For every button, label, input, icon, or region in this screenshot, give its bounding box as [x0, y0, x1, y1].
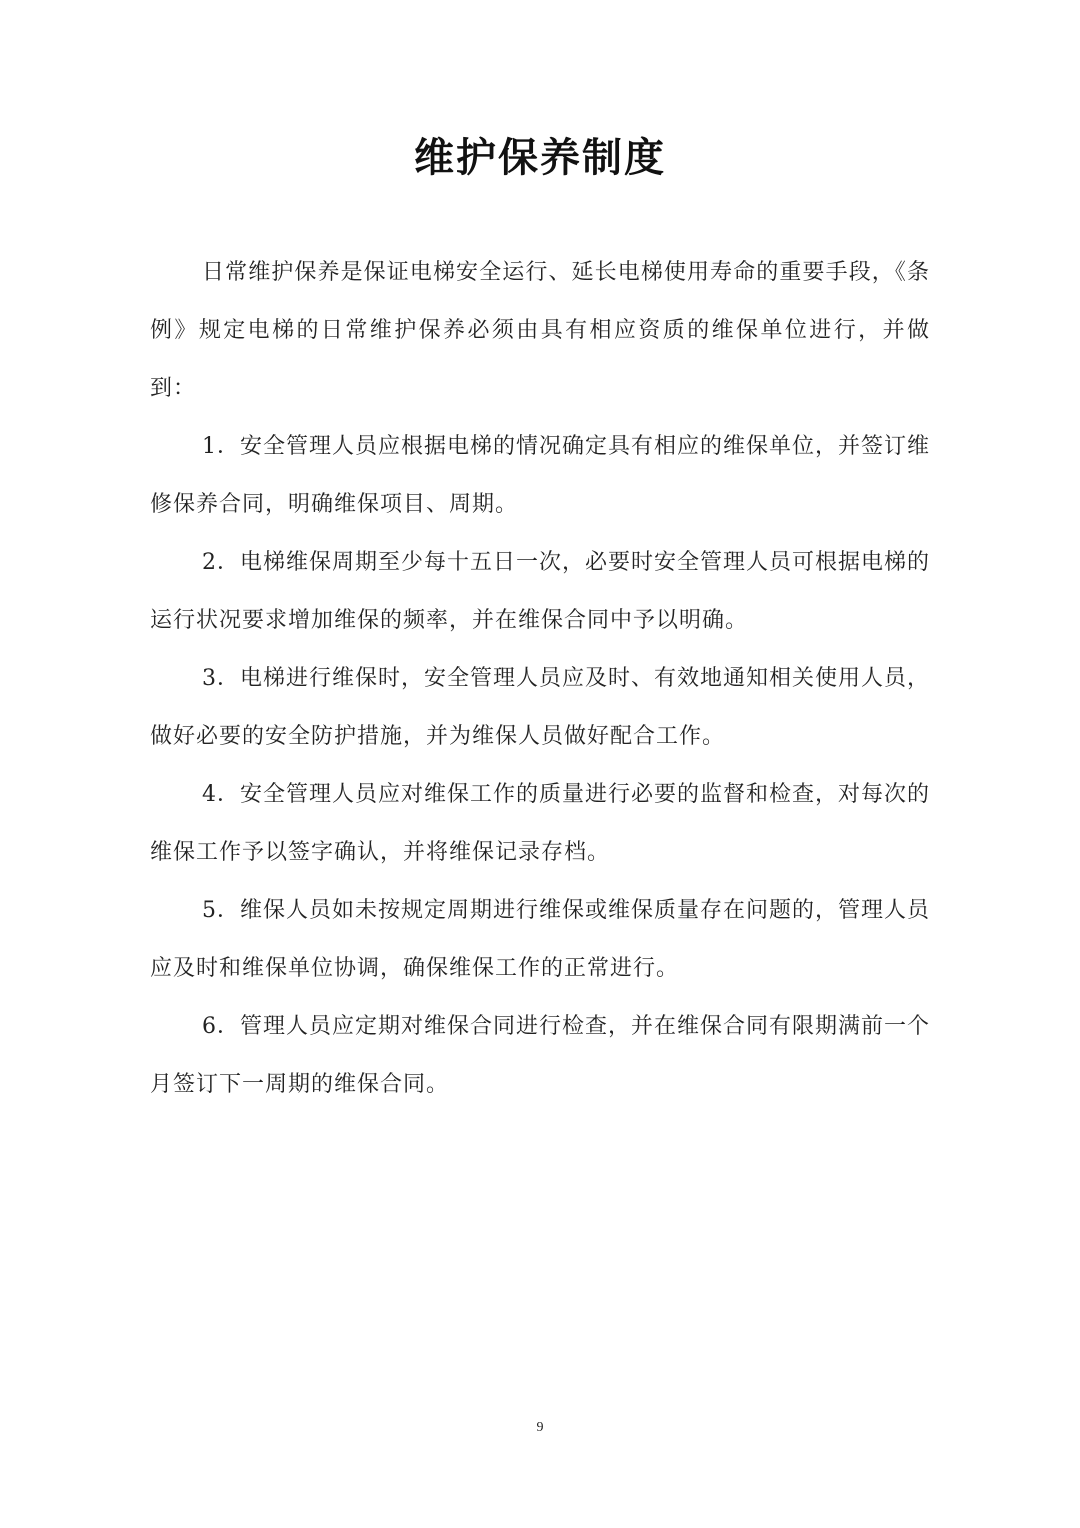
page-number: 9: [536, 1420, 544, 1435]
list-item-5: 5．维保人员如未按规定周期进行维保或维保质量存在问题的，管理人员应及时和维保单位协调，确保维保工作的正常进行。: [150, 898, 930, 981]
document-title: 维护保养制度: [414, 135, 666, 181]
list-item-4: 4．安全管理人员应对维保工作的质量进行必要的监督和检查，对每次的维保工作予以签字确认，并将维保记录存档。: [150, 782, 930, 865]
list-item-2: 2．电梯维保周期至少每十五日一次，必要时安全管理人员可根据电梯的运行状况要求增加维保的频率，并在维保合同中予以明确。: [150, 550, 930, 633]
document-body: [150, 244, 930, 1114]
list-item-1: 1．安全管理人员应根据电梯的情况确定具有相应的维保单位，并签订维修保养合同，明确维保项目、周期。: [150, 434, 930, 517]
list-item-3: 3．电梯进行维保时，安全管理人员应及时、有效地通知相关使用人员，做好必要的安全防护措施，并为维保人员做好配合工作。: [150, 666, 930, 749]
list-item-6: 6．管理人员应定期对维保合同进行检查，并在维保合同有限期满前一个月签订下一周期的维保合同。: [150, 1014, 930, 1097]
intro-paragraph: 日常维护保养是保证电梯安全运行、延长电梯使用寿命的重要手段，《条例》规定电梯的日常维护保养必须由具有相应资质的维保单位进行，并做到：: [150, 260, 930, 401]
